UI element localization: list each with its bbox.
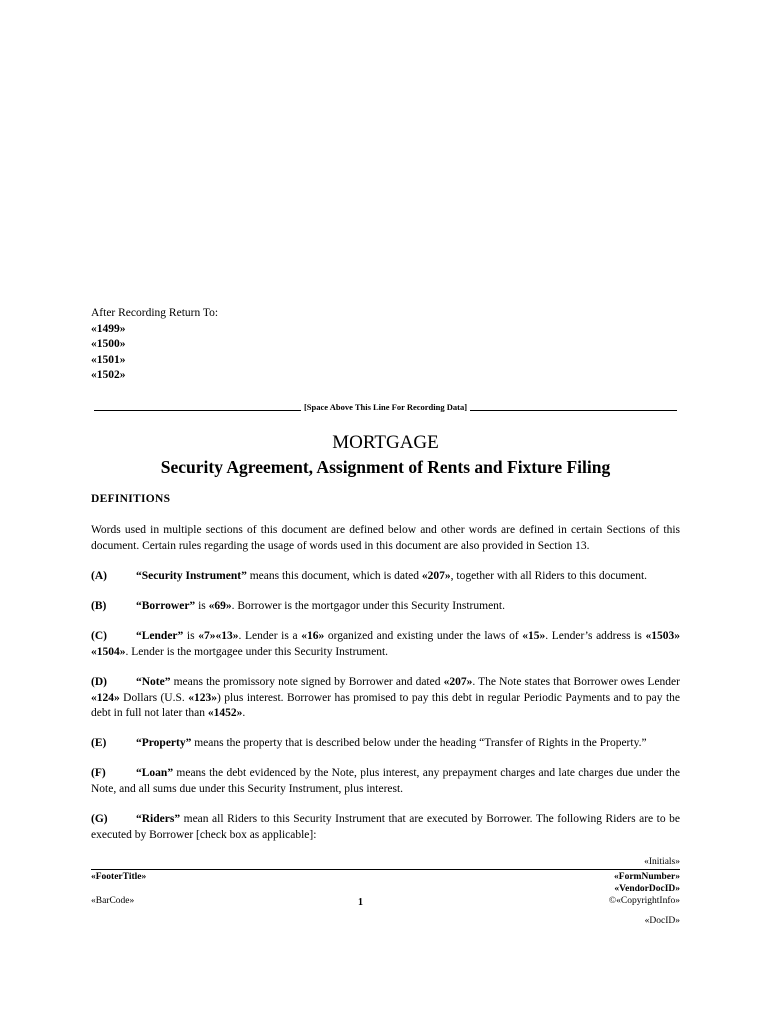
definition-d xyxy=(91,675,680,722)
definition-term: “Property” xyxy=(136,737,192,749)
definition-e xyxy=(91,736,680,752)
recording-rule-right xyxy=(470,403,677,411)
merge-field: «1452» xyxy=(207,707,243,719)
definition-text: . xyxy=(242,707,246,719)
definition-term: “Security Instrument” xyxy=(136,570,247,582)
footer-title: «FooterTitle» xyxy=(91,872,147,882)
definition-term: “Loan” xyxy=(136,767,174,779)
definition-text: . Lender is the mortgagee under this Security Instrument. xyxy=(125,645,389,658)
recording-rule-left xyxy=(94,403,301,411)
footer-divider xyxy=(91,869,680,870)
footer-doc-id: «DocID» xyxy=(644,916,680,926)
definition-term: “Lender” xyxy=(136,630,184,642)
definitions-intro: Words used in multiple sections of this document are defined below and other words are defined in certain Sections of this document. Certain rules regarding the usage of words used in this document are also provided in Section 13. xyxy=(91,524,680,552)
definition-text: means this document, which is dated xyxy=(246,570,422,582)
footer-form-number: «FormNumber» xyxy=(614,872,680,882)
definition-letter: (G) xyxy=(91,813,108,825)
definition-letter: (B) xyxy=(91,600,107,612)
return-to-block xyxy=(91,306,680,384)
footer-initials: «Initials» xyxy=(644,857,680,867)
footer-copyright: ©«CopyrightInfo» xyxy=(608,896,680,906)
footer-barcode: «BarCode» xyxy=(91,896,135,906)
definition-text: means the promissory note signed by Borrower and dated xyxy=(170,676,444,688)
definition-text: ) plus interest. Borrower has promised to pay this debt in regular Periodic Payments and to pay the debt in full not later than xyxy=(91,691,681,719)
definition-text: is xyxy=(195,600,209,612)
definition-text: means the property that is described below under the heading “Transfer of Rights in the Property.” xyxy=(191,737,647,749)
definition-text: is xyxy=(183,630,199,642)
merge-field: «16» xyxy=(301,630,325,642)
definition-letter: (E) xyxy=(91,737,107,749)
definition-term: “Borrower” xyxy=(136,600,196,612)
definition-text: , together with all Riders to this document. xyxy=(450,570,648,582)
return-to-heading: After Recording Return To: xyxy=(91,307,219,319)
definition-g xyxy=(91,812,680,843)
document-subtitle: Security Agreement, Assignment of Rents and Fixture Filing xyxy=(160,457,611,477)
definition-a xyxy=(91,569,680,585)
definition-b xyxy=(91,599,680,615)
definition-text: Dollars (U.S. xyxy=(119,691,189,704)
merge-field: «207» xyxy=(443,676,473,688)
definition-text: mean all Riders to this Security Instrument that are executed by Borrower. The following Riders are to be executed by Borrower [check box as applicable]: xyxy=(91,813,680,841)
return-to-line: «1501» xyxy=(91,353,126,366)
definition-term: “Note” xyxy=(136,676,171,688)
return-to-line: «1500» xyxy=(91,338,126,350)
merge-field: «15» xyxy=(522,630,546,642)
return-to-line: «1499» xyxy=(91,322,126,335)
footer-vendor-doc-id: «VendorDocID» xyxy=(614,884,680,894)
definition-letter: (A) xyxy=(91,570,107,582)
merge-field: «123» xyxy=(188,691,217,704)
merge-field: «69» xyxy=(208,600,232,612)
definition-text: means the debt evidenced by the Note, plus interest, any prepayment charges and late charges due under the Note, and all sums due under this Security Instrument, plus interest. xyxy=(91,767,680,795)
page-number: 1 xyxy=(358,897,363,908)
definitions-heading: DEFINITIONS xyxy=(91,493,171,505)
definition-text: . The Note states that Borrower owes Lender xyxy=(472,676,680,688)
definition-letter: (D) xyxy=(91,676,107,688)
definition-text: . Borrower is the mortgagor under this Security Instrument. xyxy=(231,600,505,612)
return-to-line: «1502» xyxy=(91,369,126,381)
definition-text: . Lender’s address is xyxy=(545,630,646,642)
definition-term: “Riders” xyxy=(136,813,181,825)
recording-data-label: [Space Above This Line For Recording Data] xyxy=(303,402,468,412)
merge-field: «207» xyxy=(421,570,451,582)
definition-letter: (C) xyxy=(91,630,107,642)
definition-c xyxy=(91,629,680,660)
merge-field: «7»«13» xyxy=(198,630,239,642)
merge-field: «124» xyxy=(91,691,120,704)
recording-data-line xyxy=(91,401,680,413)
definition-text: . Lender is a xyxy=(238,630,302,642)
document-title: MORTGAGE xyxy=(332,432,439,453)
definition-text: organized and existing under the laws of xyxy=(324,630,523,642)
merge-field: «1503» «1504» xyxy=(91,630,680,658)
definition-f xyxy=(91,766,680,797)
definition-letter: (F) xyxy=(91,767,106,779)
